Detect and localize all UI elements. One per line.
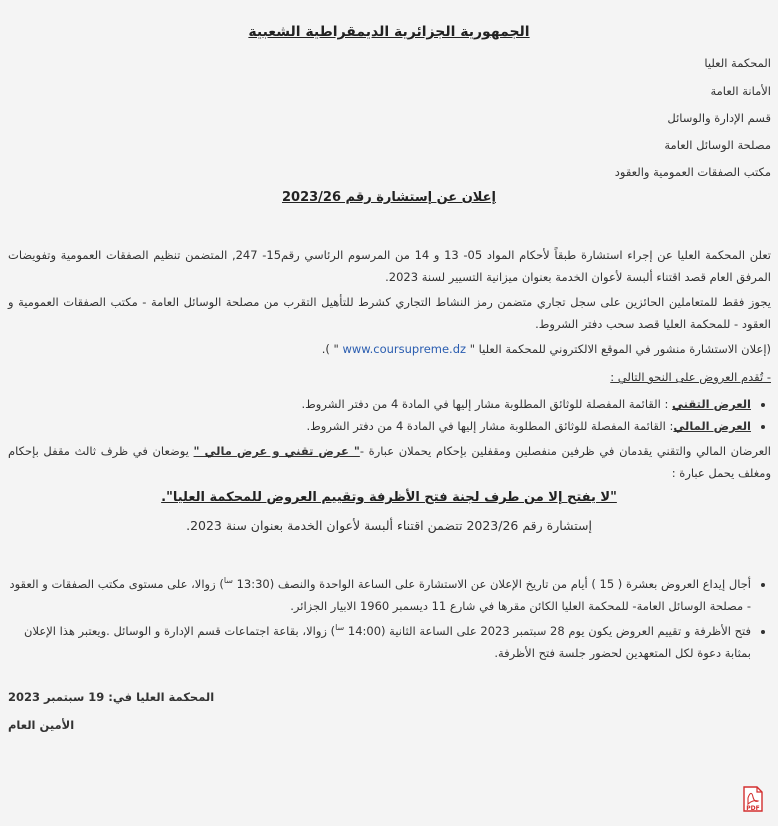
envelope-notice: "لا يفتح إلا من طرف لجنة فتح الأظرفة وتقييم العروض للمحكمة العليا". xyxy=(161,490,617,505)
list-item xyxy=(8,617,751,664)
website-paragraph xyxy=(8,338,771,360)
website-prefix: (إعلان الاستشارة منشور في الموقع الالكتروني للمحكمة العليا " xyxy=(466,342,771,356)
opening-hour-unit: سا xyxy=(335,622,345,632)
eligibility-paragraph: يجوز فقط للمتعاملين الحائزين على سجل تجاري متضمن رمز النشاط التجاري كشرط للتأهيل التقرب من مصلحة الوسائل العامة - مكتب الصفقات العمومية و العقود - للمحكمة العليا قصد سحب دفتر الشروط. xyxy=(8,295,771,331)
org-line-secretariat: الأمانة العامة xyxy=(710,84,771,98)
list-item xyxy=(8,393,751,415)
intro-paragraph: تعلن المحكمة العليا عن إجراء استشارة طبقاً لأحكام المواد 05- 13 و 14 من المرسوم الرئاسي رقم15- 247, المتضمن تنظيم الصفقات العمومية وتفويضات المرفق العام قصد اقتناء ألبسة لأعوان الخدمة بعنوان ميزانية التسيير لسنة 2023. xyxy=(8,248,772,284)
opening-text-b: ) زوالا، بقاعة اجتماعات قسم الإدارة و الوسائل .ويعتبر هذا الإعلان بمثابة دعوة لكل المتعهدين لحضور جلسة فتح الأظرفة. xyxy=(24,623,751,660)
deadline-text-a: أجال إيداع العروض بعشرة ( 15 ) أيام من تاريخ الإعلان عن الاستشارة على الساعة الواحدة والنصف (13:30 xyxy=(232,576,751,591)
technical-offer-label: العرض التقني xyxy=(672,397,751,411)
signature-date: المحكمة العليا في: 19 سبتمبر 2023 xyxy=(8,690,215,704)
envelope-paragraph xyxy=(8,440,771,484)
org-line-department: قسم الإدارة والوسائل xyxy=(667,111,771,125)
list-item xyxy=(8,570,751,617)
signature-title: الأمين العام xyxy=(8,718,75,732)
list-item xyxy=(8,415,751,437)
pdf-label: PDF xyxy=(746,805,760,812)
org-line-court: المحكمة العليا xyxy=(704,56,771,70)
consultation-description: إستشارة رقم 2023/26 تتضمن اقتناء ألبسة لأعوان الخدمة بعنوان سنة 2023. xyxy=(186,518,592,533)
page-title: الجمهورية الجزائرية الديمقراطية الشعبية xyxy=(248,24,530,40)
org-line-service: مصلحة الوسائل العامة xyxy=(664,138,771,152)
financial-offer-text: : القائمة المفصلة للوثائق المطلوبة مشار إليها في المادة 4 من دفتر الشروط. xyxy=(306,419,674,433)
website-link[interactable]: www.coursupreme.dz xyxy=(342,342,467,356)
offers-list xyxy=(8,393,771,437)
offers-heading: - تُقدم العروض على النحو التالي : xyxy=(610,370,771,384)
website-suffix: " ). xyxy=(321,342,343,356)
announcement-subject: إعلان عن إستشارة رقم 2023/26 xyxy=(281,190,497,205)
org-line-office: مكتب الصفقات العمومية والعقود xyxy=(614,165,771,179)
deadline-hour-unit: سا xyxy=(223,576,233,585)
technical-offer-text: : القائمة المفصلة للوثائق المطلوبة مشار إليها في المادة 4 من دفتر الشروط. xyxy=(301,397,673,411)
envelope-prefix: العرضان المالي والتقني يقدمان في ظرفين منفصلين ومقفلين بإحكام يحملان عبارة - xyxy=(359,444,771,458)
deadline-text-b: ) زوالا، على مستوى مكتب الصفقات و العقود - مصلحة الوسائل العامة- للمحكمة العليا الكائن مقرها في شارع 11 ديسمبر 1960 الابيار الجزائر. xyxy=(9,576,751,613)
envelope-suffix: يوضعان في ظرف ثالث مقفل بإحكام ومغلف يحمل عبارة : xyxy=(8,444,771,480)
opening-text-a: فتح الأظرفة و تقييم العروض يكون يوم 28 سبتمبر 2023 على الساعة الثانية (14:00 xyxy=(344,623,751,638)
envelope-highlight: " عرض تقني و عرض مالي " xyxy=(193,444,360,458)
financial-offer-label: العرض المالي xyxy=(673,419,751,433)
schedule-list xyxy=(8,570,771,664)
pdf-icon[interactable] xyxy=(741,784,765,814)
